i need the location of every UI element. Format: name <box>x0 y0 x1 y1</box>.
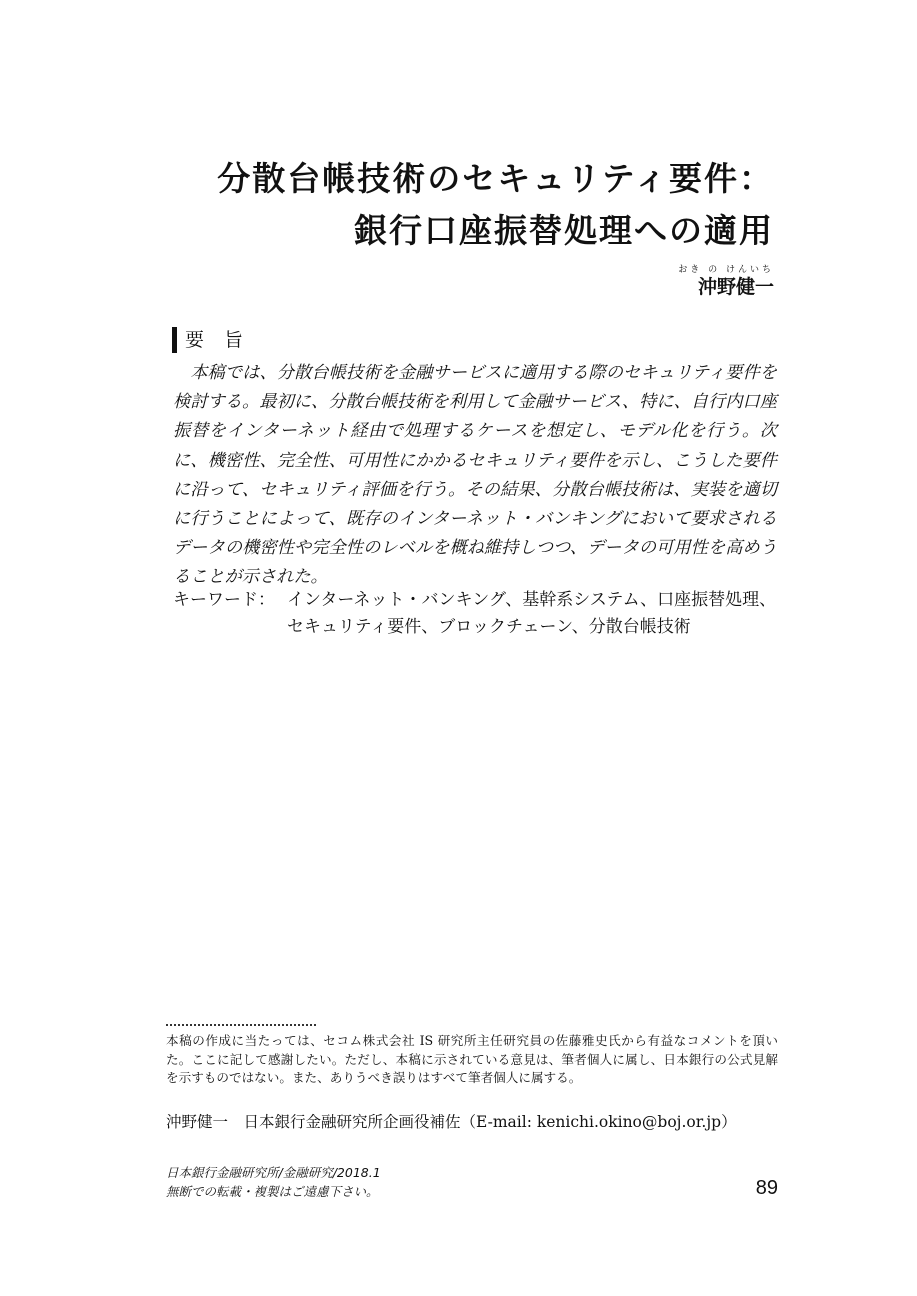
section-marker-bar <box>172 327 177 353</box>
author-affiliation: 沖野健一 日本銀行金融研究所企画役補佐（E-mail: kenichi.okino@boj.or.jp） <box>166 1113 737 1131</box>
journal-citation: 日本銀行金融研究所/金融研究/2018.1 <box>166 1165 381 1180</box>
author-ruby: おき の けんいち <box>678 265 774 275</box>
page-number: 89 <box>755 1177 778 1199</box>
keywords-values: インターネット・バンキング、基幹系システム、口座振替処理、セキュリティ要件、ブロックチェーン、分散台帳技術 <box>287 590 777 637</box>
keywords-label: キーワード： <box>173 590 275 610</box>
abstract-body: 本稿では、分散台帳技術を金融サービスに適用する際のセキュリティ要件を検討する。最初に、分散台帳技術を利用して金融サービス、特に、自行内口座振替をインターネット経由で処理するケースを想定し、モデル化を行う。次に、機密性、完全性、可用性にかかるセキュリティ要件を示し、こうした要件に沿って、セキュリティ評価を行う。その結果、分散台帳技術は、実装を適切に行うことによって、既存のインターネット・バンキングにおいて要求されるデータの機密性や完全性のレベルを概ね維持しつつ、データの可用性を高めうることが示された。 <box>173 363 777 588</box>
paper-title-line-2: 銀行口座振替処理への適用 <box>354 211 774 250</box>
footnote-divider <box>166 1024 316 1026</box>
copyright-notice: 無断での転載・複製はご遠慮下さい。 <box>166 1184 379 1199</box>
author-name: 沖野健一 <box>697 276 774 298</box>
abstract-heading: 要旨 <box>185 329 264 351</box>
paper-title-line-1: 分散台帳技術のセキュリティ要件： <box>217 159 774 198</box>
footnote-text: 本稿の作成に当たっては、セコム株式会社 IS 研究所主任研究員の佐藤雅史氏から有益なコメントを頂いた。ここに記して感謝したい。ただし、本稿に示されている意見は、筆者個人に属し、日本銀行の公式見解を示すものではない。また、ありうべき誤りはすべて筆者個人に属する。 <box>166 1033 778 1085</box>
